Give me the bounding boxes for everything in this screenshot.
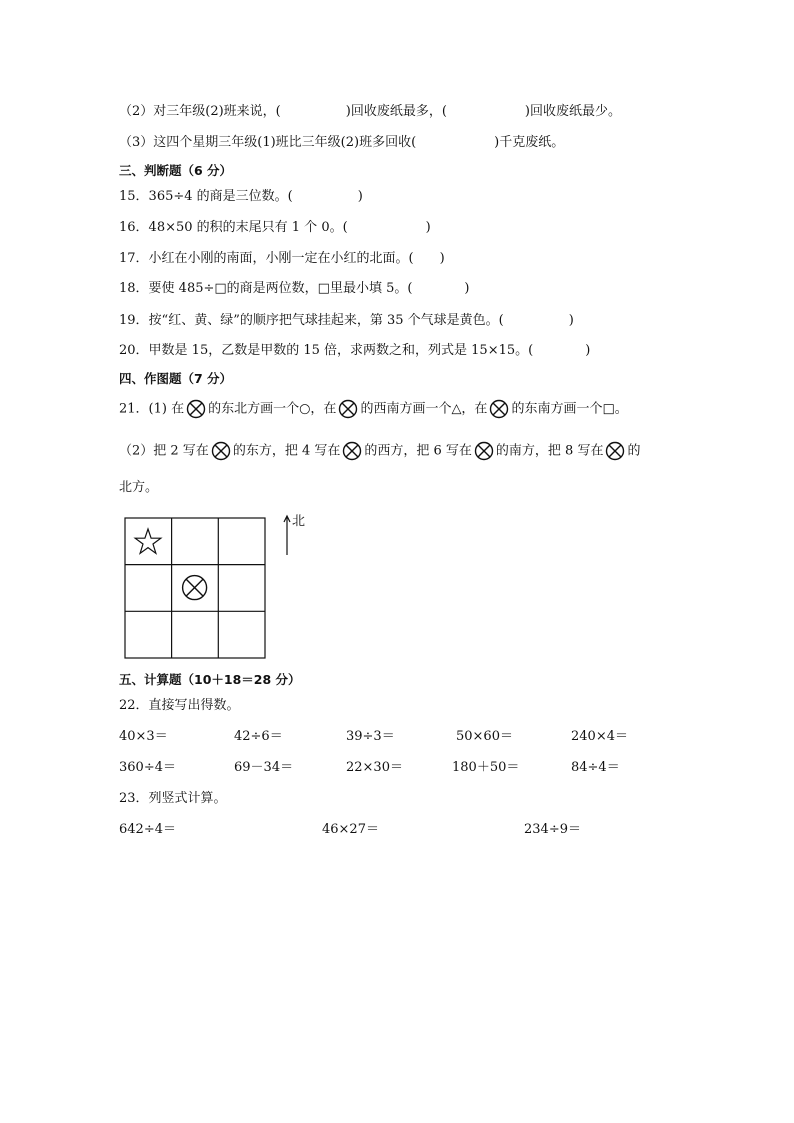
judge-item: 15．365÷4 的商是三位数。( ) — [119, 189, 363, 204]
q21-text: 的南方，把 8 写在 — [495, 443, 604, 459]
q21-line-2 — [119, 441, 640, 461]
q21-text: 的东北方画一个○，在 — [208, 401, 337, 417]
calc-item: 50×60＝ — [456, 729, 513, 744]
judge-item: 16．48×50 的积的末尾只有 1 个 0。( ) — [119, 220, 431, 235]
q21-line-1 — [119, 399, 628, 419]
question-part-2: （2）对三年级(2)班来说，( )回收废纸最多，( )回收废纸最少。 — [119, 104, 621, 119]
direction-grid — [124, 517, 266, 663]
section-3-title: 三、判断题（6 分） — [119, 163, 233, 178]
q23-title: 23．列竖式计算。 — [119, 791, 227, 806]
north-label: 北 — [292, 514, 306, 529]
question-part-3: （3）这四个星期三年级(1)班比三年级(2)班多回收( )千克废纸。 — [119, 135, 565, 150]
judge-item: 20．甲数是 15，乙数是甲数的 15 倍，求两数之和，列式是 15×15。( ) — [119, 343, 591, 358]
q21-line-3: 北方。 — [119, 480, 159, 495]
calc-item: 42÷6＝ — [234, 729, 283, 744]
north-arrow-icon — [283, 514, 291, 556]
calc-item: 240×4＝ — [571, 729, 628, 744]
q22-title: 22．直接写出得数。 — [119, 698, 240, 713]
vertical-calc-item: 46×27＝ — [322, 822, 379, 837]
calc-item: 180＋50＝ — [452, 760, 520, 775]
calc-item: 22×30＝ — [346, 760, 403, 775]
q21-text: （2）把 2 写在 — [119, 443, 209, 459]
circle-cross-icon — [342, 441, 362, 461]
calc-item: 39÷3＝ — [346, 729, 395, 744]
q21-text: 的东南方画一个□。 — [511, 401, 628, 417]
section-5-title: 五、计算题（10＋18＝28 分） — [119, 672, 301, 687]
grid-svg — [124, 517, 266, 659]
section-4-title: 四、作图题（7 分） — [119, 371, 233, 386]
judge-item: 17．小红在小刚的南面，小刚一定在小红的北面。( ) — [119, 251, 445, 266]
q21-text: 的西南方画一个△，在 — [360, 401, 488, 417]
q21-text: 的东方，把 4 写在 — [232, 443, 341, 459]
circle-cross-icon — [474, 441, 494, 461]
q21-text: 的西方，把 6 写在 — [364, 443, 472, 459]
circle-cross-icon — [211, 441, 231, 461]
judge-item: 19．按“红、黄、绿”的顺序把气球挂起来，第 35 个气球是黄色。( ) — [119, 313, 574, 328]
vertical-calc-item: 642÷4＝ — [119, 822, 176, 837]
calc-item: 84÷4＝ — [571, 760, 620, 775]
star-icon — [135, 529, 161, 553]
circle-cross-icon — [186, 399, 206, 419]
circle-cross-icon — [338, 399, 358, 419]
circle-cross-icon — [183, 576, 207, 600]
circle-cross-icon — [489, 399, 509, 419]
q21-text: 21．(1) 在 — [119, 401, 185, 417]
q21-text: 的 — [627, 443, 641, 459]
calc-item: 40×3＝ — [119, 729, 168, 744]
circle-cross-icon — [605, 441, 625, 461]
judge-item: 18．要使 485÷□的商是两位数，□里最小填 5。( ) — [119, 281, 470, 296]
calc-item: 69－34＝ — [234, 760, 294, 775]
calc-item: 360÷4＝ — [119, 760, 176, 775]
vertical-calc-item: 234÷9＝ — [524, 822, 581, 837]
